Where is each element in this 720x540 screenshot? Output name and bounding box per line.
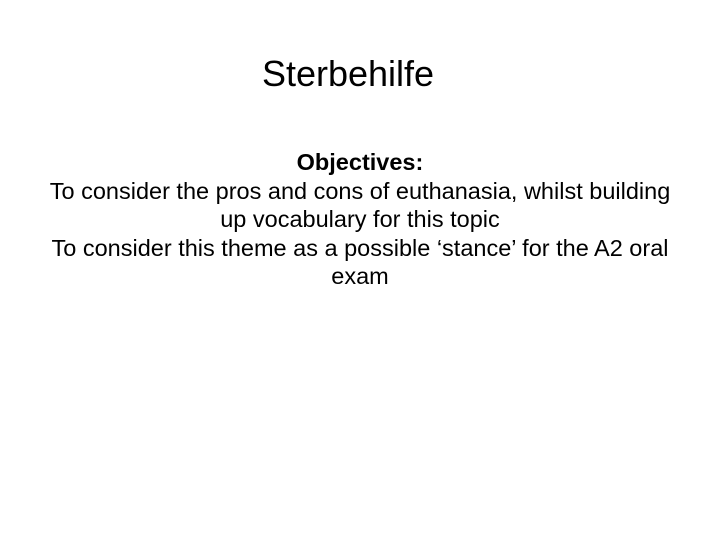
objectives-heading: Objectives: xyxy=(296,149,424,175)
slide-title: Sterbehilfe xyxy=(261,53,435,94)
objective-item: To consider the pros and cons of euthanasia, whilst building up vocabulary for this topic xyxy=(49,177,671,232)
slide-body xyxy=(36,148,684,291)
objective-item: To consider this theme as a possible ‘stance’ for the A2 oral exam xyxy=(51,234,669,289)
